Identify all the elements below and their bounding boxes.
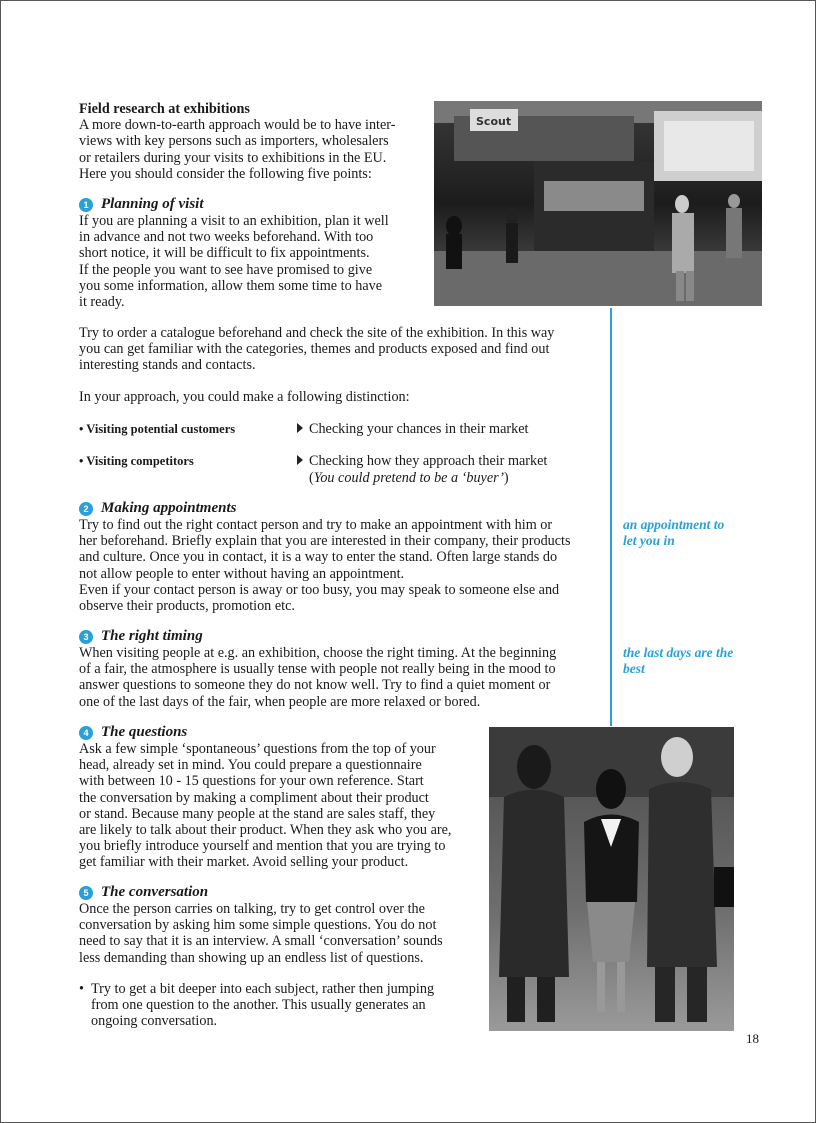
section-header bbox=[79, 884, 484, 901]
body-line: short notice, it will be difficult to fix appointments. bbox=[79, 245, 370, 262]
body-line: get familiar with their market. Avoid selling your product. bbox=[79, 854, 409, 871]
section-header bbox=[79, 724, 484, 741]
section-title: The conversation bbox=[101, 884, 209, 900]
body-line: or stand. Because many people at the stand are sales staff, they bbox=[79, 805, 436, 822]
distinction-label-text: Visiting potential customers bbox=[86, 422, 236, 436]
body-line: in advance and not two weeks beforehand. With too bbox=[79, 229, 374, 246]
distinction-label: • Visiting competitors bbox=[79, 454, 194, 468]
body-line: not allow people to enter without having an appointment. bbox=[79, 565, 405, 582]
margin-note-appointment bbox=[623, 517, 803, 549]
body-line: you can get familiar with the categories, themes and products exposed and find out bbox=[79, 341, 550, 358]
body-line: Try to get a bit deeper into each subject, rather then jumping bbox=[91, 981, 435, 997]
body-line: Ask a few simple ‘spontaneous’ questions from the top of your bbox=[79, 741, 436, 757]
distinction-note-text: You could pretend to be a ‘buyer’ bbox=[313, 470, 504, 486]
section-conversation bbox=[79, 884, 484, 966]
section-planning bbox=[79, 196, 419, 310]
section-number-badge: 1 bbox=[79, 198, 93, 212]
body-line: Try to find out the right contact person and try to make an appointment with him or bbox=[79, 517, 553, 533]
page-number: 18 bbox=[746, 1031, 759, 1046]
body-line: it ready. bbox=[79, 294, 125, 311]
body-line: the conversation by making a compliment about their product bbox=[79, 789, 429, 806]
margin-note-line: the last days are the bbox=[623, 645, 734, 660]
section-questions bbox=[79, 724, 484, 871]
intro-line: views with key persons such as importers, wholesalers bbox=[79, 133, 389, 150]
body-line: Even if your contact person is away or too busy, you may speak to someone else and bbox=[79, 581, 560, 598]
intro-line: Here you should consider the following five points: bbox=[79, 165, 372, 182]
body-line: Try to order a catalogue beforehand and check the site of the exhibition. In this way bbox=[79, 325, 555, 341]
intro-line: or retailers during your visits to exhibitions in the EU. bbox=[79, 149, 387, 166]
section-appointments bbox=[79, 500, 604, 614]
body-line: you briefly introduce yourself and mention that you are trying to bbox=[79, 838, 446, 855]
exhibition-photo bbox=[434, 101, 762, 306]
body-line: with between 10 - 15 questions for your own reference. Start bbox=[79, 773, 424, 790]
body-line: If you are planning a visit to an exhibition, plan it well bbox=[79, 213, 389, 229]
body-line: need to say that it is an interview. A small ‘conversation’ sounds bbox=[79, 933, 443, 950]
body-line: observe their products, promotion etc. bbox=[79, 598, 295, 615]
body-line: and culture. Once you in contact, it is a way to enter the stand. Often large stands do bbox=[79, 549, 558, 566]
section-number-badge: 5 bbox=[79, 886, 93, 900]
exhibition-sign-text: Scout bbox=[476, 115, 512, 128]
field-research-heading: Field research at exhibitions bbox=[79, 101, 250, 117]
section-number-badge: 2 bbox=[79, 502, 93, 516]
body-line: conversation by asking him some simple questions. You do not bbox=[79, 917, 437, 934]
distinction-result-text: Checking your chances in their market bbox=[309, 421, 529, 437]
body-line: interesting stands and contacts. bbox=[79, 357, 256, 374]
body-line: are likely to talk about their product. When they ask who you are, bbox=[79, 822, 452, 839]
arrow-right-icon bbox=[297, 455, 303, 465]
section-title: The right timing bbox=[101, 628, 203, 644]
distinction-result bbox=[297, 421, 528, 437]
body-line: you some information, allow them some time to have bbox=[79, 277, 383, 294]
field-research-block bbox=[79, 101, 429, 182]
section-title: Making appointments bbox=[101, 500, 237, 516]
margin-note-line: an appointment to bbox=[623, 517, 725, 532]
margin-divider bbox=[610, 308, 612, 726]
body-line: ongoing conversation. bbox=[91, 1013, 218, 1030]
final-bullet bbox=[79, 981, 484, 1030]
body-line: one of the last days of the fair, when people are more relaxed or bored. bbox=[79, 693, 481, 710]
body-line: When visiting people at e.g. an exhibition, choose the right timing. At the beginning bbox=[79, 645, 557, 661]
margin-note-line: best bbox=[623, 661, 645, 676]
body-line: less demanding than showing up an endless list of questions. bbox=[79, 949, 424, 966]
margin-note-timing bbox=[623, 645, 803, 677]
distinction-note: (You could pretend to be a ‘buyer’) bbox=[309, 470, 509, 486]
section-timing bbox=[79, 628, 604, 710]
body-line: of a fair, the atmosphere is usually tense with people not really being in the mood to bbox=[79, 661, 556, 678]
distinction-intro: In your approach, you could make a following distinction: bbox=[79, 389, 410, 405]
margin-note-line: let you in bbox=[623, 533, 675, 548]
section-header bbox=[79, 196, 419, 213]
section-title: Planning of visit bbox=[101, 196, 204, 212]
section-number-badge: 4 bbox=[79, 726, 93, 740]
exhibition-photo-graphic bbox=[434, 101, 762, 306]
section-header bbox=[79, 500, 604, 517]
section-title: The questions bbox=[101, 724, 188, 740]
body-line: answer questions to someone they do not know well. Try to find a quiet moment or bbox=[79, 677, 551, 694]
section-header bbox=[79, 628, 604, 645]
section-number-badge: 3 bbox=[79, 630, 93, 644]
distinction-result bbox=[297, 453, 547, 469]
bullet-icon: • bbox=[79, 981, 84, 997]
distinction-result-text: Checking how they approach their market bbox=[309, 453, 548, 469]
body-line: her beforehand. Briefly explain that you are interested in their company, their products bbox=[79, 533, 571, 550]
business-people-photo bbox=[489, 727, 734, 1031]
distinction-label: • Visiting potential customers bbox=[79, 422, 236, 436]
body-line: from one question to the another. This usually generates an bbox=[91, 997, 426, 1014]
intro-line: A more down-to-earth approach would be to have inter- bbox=[79, 117, 396, 134]
body-line: head, already set in mind. You could prepare a questionnaire bbox=[79, 757, 422, 774]
body-line: If the people you want to see have promised to give bbox=[79, 261, 373, 278]
catalogue-paragraph bbox=[79, 325, 599, 374]
arrow-right-icon bbox=[297, 423, 303, 433]
business-people-photo-graphic bbox=[489, 727, 734, 1031]
body-line: Once the person carries on talking, try to get control over the bbox=[79, 901, 425, 917]
distinction-label-text: Visiting competitors bbox=[86, 454, 194, 468]
